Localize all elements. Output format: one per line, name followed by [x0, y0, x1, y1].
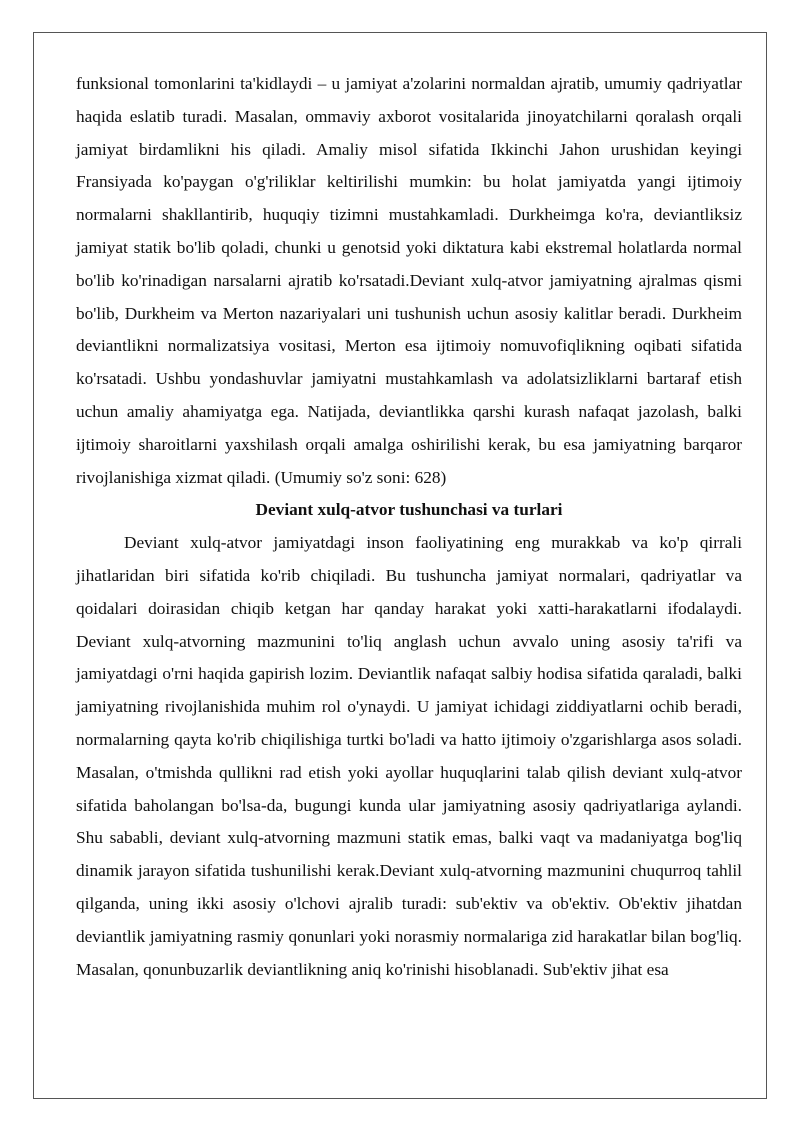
- document-body: [76, 68, 742, 986]
- body-paragraph: Deviant xulq-atvor jamiyatdagi inson faoliyatining eng murakkab va ko'p qirrali jihatlaridan biri sifatida ko'rib chiqiladi. Bu tushuncha jamiyat normalari, qadriyatlar va qoidalari doirasidan chiqib ketgan har qanday harakat yoki xatti-harakatlarni ifodalaydi. Deviant xulq-atvorning mazmunini to'liq anglash uchun avvalo uning asosiy ta'rifi va jamiyatdagi o'rni haqida gapirish lozim. Deviantlik nafaqat salbiy hodisa sifatida qaraladi, balki jamiyatning rivojlanishida muhim rol o'ynaydi. U jamiyat ichidagi ziddiyatlarni ochib beradi, normalarning qayta ko'rib chiqilishiga turtki bo'ladi va hatto ijtimoiy o'zgarishlarga asos soladi. Masalan, o'tmishda qullikni rad etish yoki ayollar huquqlarini talab qilish deviant xulq-atvor sifatida baholangan bo'lsa-da, bugungi kunda ular jamiyatning asosiy qadriyatlariga aylandi. Shu sababli, deviant xulq-atvorning mazmuni statik emas, balki vaqt va madaniyatga bog'liq dinamik jarayon sifatida tushunilishi kerak.Deviant xulq-atvorning mazmunini chuqurroq tahlil qilganda, uning ikki asosiy o'lchovi ajralib turadi: sub'ektiv va ob'ektiv. Ob'ektiv jihatdan deviantlik jamiyatning rasmiy qonunlari yoki norasmiy normalariga zid harakatlar bilan bog'liq. Masalan, qonunbuzarlik deviantlikning aniq ko'rinishi hisoblanadi. Sub'ektiv jihat esa: [76, 533, 742, 979]
- section-heading: Deviant xulq-atvor tushunchasi va turlari: [255, 500, 563, 520]
- body-paragraph: funksional tomonlarini ta'kidlaydi – u jamiyat a'zolarini normaldan ajratib, umumiy qadriyatlar haqida eslatib turadi. Masalan, ommaviy axborot vositalarida jinoyatchilarni qoralash orqali jamiyat birdamlikni his qiladi. Amaliy misol sifatida Ikkinchi Jahon urushidan keyingi Fransiyada ko'paygan o'g'riliklar keltirilishi mumkin: bu holat jamiyatda yangi ijtimoiy normalarni shakllantirib, huquqiy tizimni mustahkamladi. Durkheimga ko'ra, deviantliksiz jamiyat statik bo'lib qoladi, chunki u genotsid yoki diktatura kabi ekstremal holatlarda normal bo'lib ko'rinadigan narsalarni ajratib ko'rsatadi.Deviant xulq-atvor jamiyatning ajralmas qismi bo'lib, Durkheim va Merton nazariyalari uni tushunish uchun asosiy kalitlar beradi. Durkheim deviantlikni normalizatsiya vositasi, Merton esa ijtimoiy nomuvofiqlikning oqibati sifatida ko'rsatadi. Ushbu yondashuvlar jamiyatni mustahkamlash va adolatsizliklarni bartaraf etish uchun amaliy ahamiyatga ega. Natijada, deviantlikka qarshi kurash nafaqat jazolash, balki ijtimoiy sharoitlarni yaxshilash orqali amalga oshirilishi kerak, bu esa jamiyatning barqaror rivojlanishiga xizmat qiladi. (Umumiy so'z soni: 628): [76, 74, 742, 487]
